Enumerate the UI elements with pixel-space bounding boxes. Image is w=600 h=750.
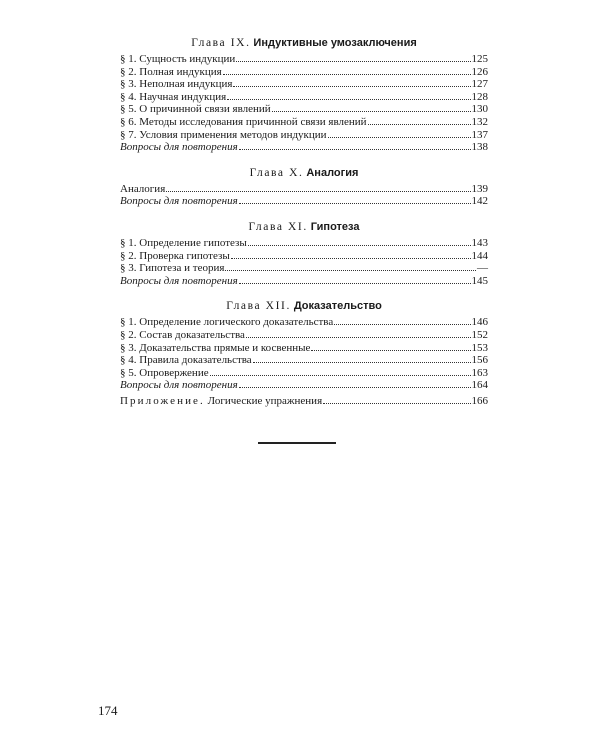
entry-title: § 3. Гипотеза и теория	[120, 262, 225, 275]
entry-title: § 2. Состав доказательства	[120, 328, 245, 341]
chapter-heading	[120, 220, 488, 234]
entry-page: 153	[471, 341, 488, 354]
toc-entry	[120, 91, 488, 104]
chapter-title: Доказательство	[293, 300, 382, 313]
entry-page: 125	[471, 53, 488, 65]
appendix-title	[120, 395, 322, 408]
entry-title: § 6. Методы исследования причинной связи явлений	[120, 115, 367, 128]
entry-page: 142	[471, 195, 488, 208]
entry-title: § 2. Полная индукция	[120, 65, 222, 78]
entry-page: 143	[471, 236, 488, 249]
dot-leader	[239, 379, 471, 388]
entry-page: 128	[471, 90, 488, 103]
entry-title: § 4. Правила доказательства	[120, 354, 252, 367]
chapter-9	[120, 36, 488, 154]
entry-title: Вопросы для повторения	[120, 195, 238, 208]
table-of-contents	[120, 36, 488, 419]
toc-entry	[120, 367, 488, 380]
dot-leader	[227, 91, 470, 100]
dot-leader	[311, 342, 470, 351]
dot-leader	[239, 275, 471, 284]
entry-title: § 7. Условия применения методов индукции	[120, 128, 327, 141]
dot-leader	[368, 116, 471, 125]
entry-page: 126	[471, 65, 488, 78]
chapter-heading	[120, 36, 488, 50]
toc-entry	[120, 329, 488, 342]
toc-entry-appendix	[120, 395, 488, 408]
chapter-heading	[120, 166, 488, 180]
entry-title: Вопросы для повторения	[120, 274, 238, 287]
entry-page: 166	[471, 394, 488, 407]
dot-leader	[272, 103, 471, 112]
toc-entry	[120, 183, 488, 196]
entry-title: § 3. Неполная индукция	[120, 78, 233, 91]
chapter-label: Глава X.	[249, 166, 304, 179]
chapter-title: Аналогия	[306, 166, 359, 179]
entry-page: 163	[471, 366, 488, 379]
entry-title: § 2. Проверка гипотезы	[120, 249, 230, 262]
entry-title: Вопросы для повторения	[120, 141, 238, 154]
dot-leader	[239, 141, 471, 150]
entry-page: 145	[471, 274, 488, 287]
dot-leader	[246, 329, 471, 338]
toc-entry-review	[120, 141, 488, 154]
dot-leader	[223, 66, 471, 75]
page-number: 174	[98, 703, 118, 718]
chapter-label: Глава XII.	[226, 300, 291, 313]
end-rule	[258, 442, 336, 444]
entry-page: 132	[471, 115, 488, 128]
dot-leader	[231, 250, 471, 259]
entry-page: 152	[471, 328, 488, 341]
toc-entry-review	[120, 195, 488, 208]
entry-title: § 1. Определение гипотезы	[120, 236, 247, 249]
dot-leader	[233, 78, 470, 87]
entry-page: —	[477, 262, 488, 275]
chapter-label: Глава XI.	[248, 220, 308, 233]
entry-title: § 4. Научная индукция	[120, 90, 227, 103]
dot-leader	[253, 354, 471, 363]
toc-entry	[120, 78, 488, 91]
entry-page: 139	[471, 182, 488, 195]
entry-page: 138	[471, 141, 488, 154]
chapter-title: Индуктивные умозаключения	[253, 37, 417, 49]
toc-entry	[120, 354, 488, 367]
toc-entry-review	[120, 275, 488, 288]
dot-leader	[323, 395, 470, 404]
entry-page: 146	[471, 316, 488, 329]
chapter-title: Гипотеза	[310, 220, 360, 233]
entry-page: 137	[471, 128, 488, 141]
dot-leader	[328, 129, 471, 138]
entry-title: § 3. Доказательства прямые и косвенные	[120, 341, 311, 354]
entry-page: 127	[471, 78, 488, 91]
dot-leader	[239, 195, 471, 204]
dot-leader	[248, 237, 471, 246]
entry-page: 144	[471, 249, 488, 262]
toc-entry	[120, 316, 488, 329]
entry-page: 156	[471, 354, 488, 367]
dot-leader	[210, 367, 471, 376]
toc-entry	[120, 342, 488, 355]
chapter-11	[120, 220, 488, 287]
toc-entry	[120, 116, 488, 129]
chapter-10	[120, 166, 488, 208]
toc-entry	[120, 66, 488, 79]
entry-page: 130	[471, 103, 488, 116]
toc-entry	[120, 237, 488, 250]
entry-title: § 5. Опровержение	[120, 366, 209, 379]
chapter-label: Глава IX.	[191, 37, 251, 49]
dot-leader	[166, 183, 470, 192]
entry-title: Аналогия	[120, 182, 166, 195]
entry-title: Вопросы для повторения	[120, 379, 238, 392]
entry-title: § 5. О причинной связи явлений	[120, 103, 271, 116]
toc-entry-review	[120, 379, 488, 392]
toc-entry	[120, 250, 488, 263]
entry-page: 164	[471, 379, 488, 392]
toc-entry	[120, 53, 488, 66]
dot-leader	[225, 262, 476, 271]
toc-entry	[120, 262, 488, 275]
dot-leader	[334, 316, 470, 325]
toc-entry	[120, 129, 488, 142]
chapter-12	[120, 299, 488, 407]
entry-title: § 1. Сущность индукции	[120, 53, 236, 65]
entry-title: § 1. Определение логического доказательства	[120, 316, 334, 329]
appendix-text: Логические упражнения	[207, 394, 323, 407]
chapter-heading	[120, 299, 488, 313]
dot-leader	[236, 53, 470, 62]
appendix-label: Приложение.	[120, 394, 205, 407]
toc-entry	[120, 103, 488, 116]
